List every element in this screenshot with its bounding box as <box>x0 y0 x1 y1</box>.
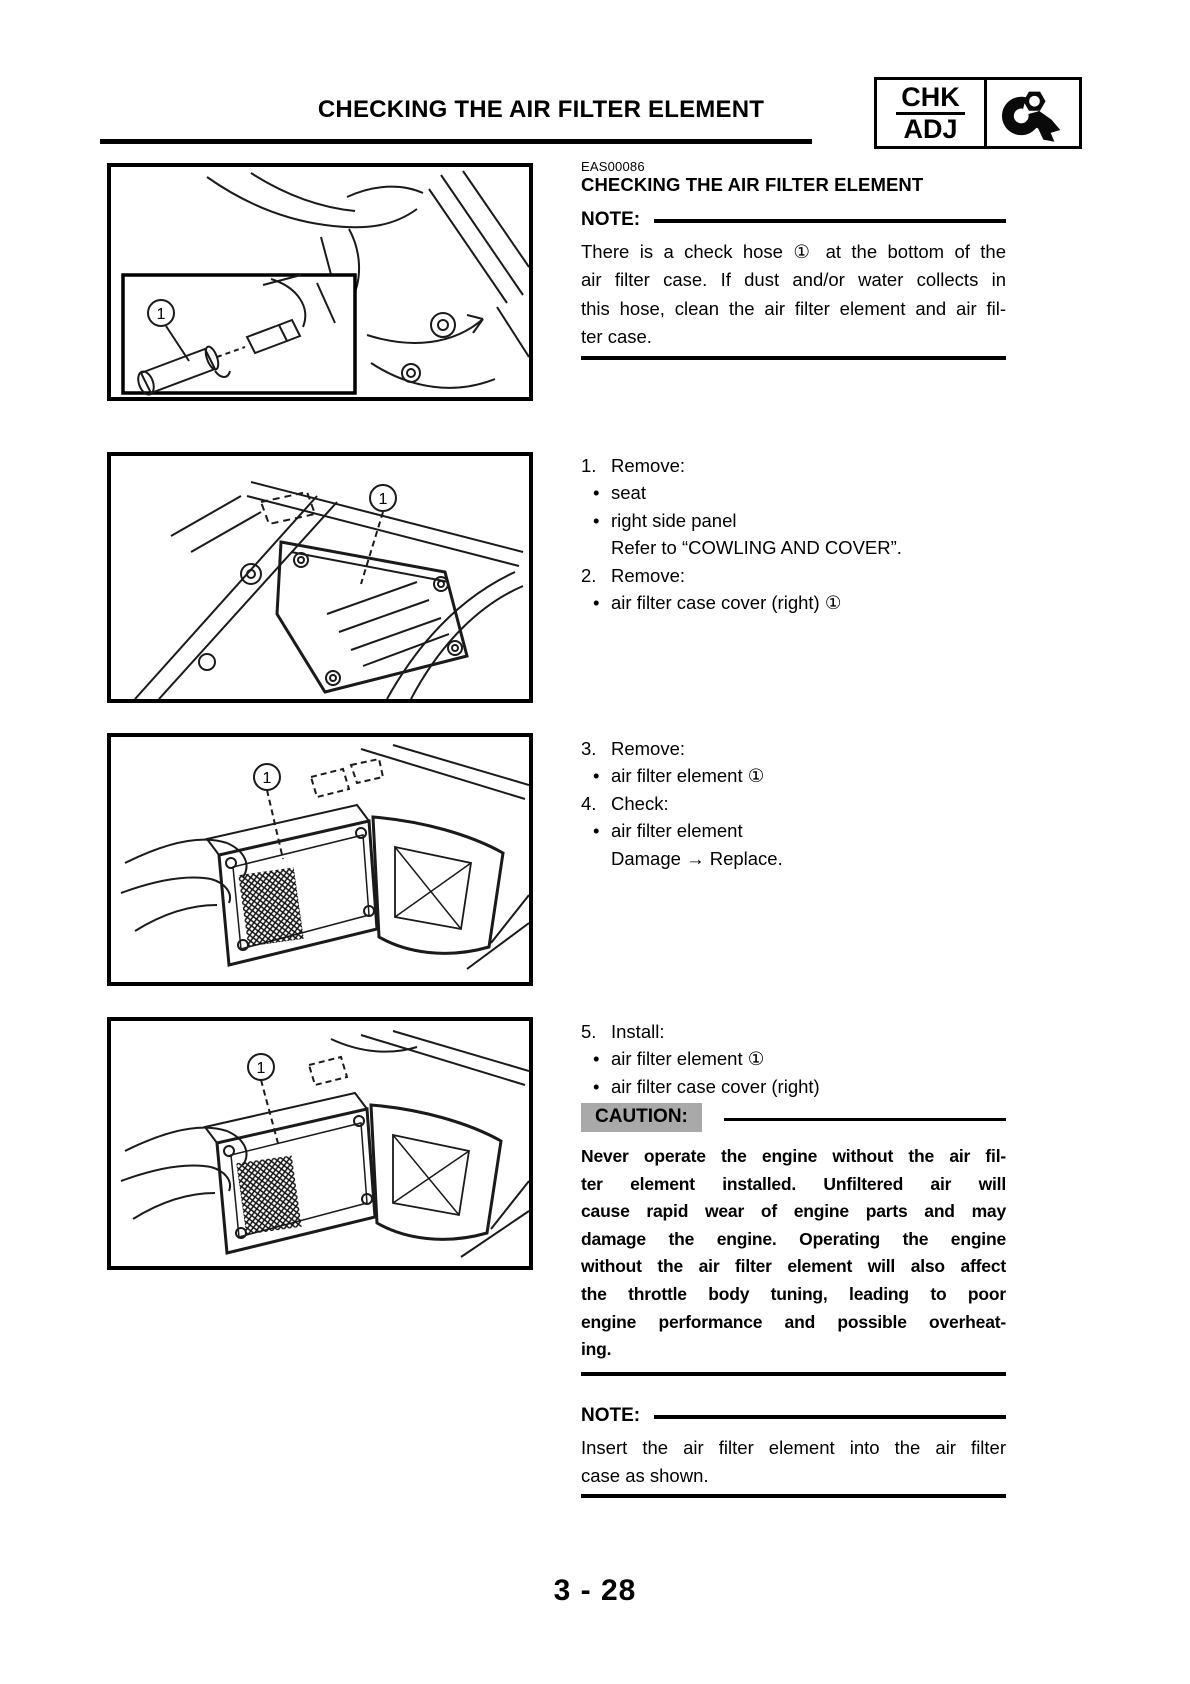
badge-adj-label: ADJ <box>903 113 958 144</box>
step-text: Remove: <box>611 564 686 586</box>
callout-1 <box>248 1054 274 1080</box>
note-2-end-rule <box>581 1494 1006 1498</box>
caution-text <box>581 1143 1006 1364</box>
caution-header <box>581 1103 1006 1132</box>
note-label: NOTE: <box>581 209 641 230</box>
note-1-header <box>581 209 1006 231</box>
wrench-nut-icon-art <box>995 82 1071 144</box>
note-2-header <box>581 1405 1006 1427</box>
steps-remove-check-element <box>581 735 1006 872</box>
bullet-marker: • <box>593 820 600 842</box>
steps-install-element <box>581 1018 1006 1100</box>
caution-end-rule <box>581 1372 1006 1376</box>
caution-line: the throttle body tuning, leading to poor <box>581 1283 1006 1304</box>
step-text: Check: <box>611 792 669 814</box>
step-number: 4. <box>581 792 597 814</box>
bullet-marker: • <box>593 1048 600 1070</box>
note-2-text <box>581 1434 1006 1491</box>
result-text: Damage → Replace. <box>611 847 783 869</box>
bullet-marker: • <box>593 482 600 504</box>
figure-case-cover-illustration <box>111 456 529 699</box>
section-code: EAS00086 <box>581 159 645 174</box>
note-rule <box>654 219 1006 223</box>
step-number: 2. <box>581 564 597 586</box>
caution-line: without the air filter element will also affect <box>581 1256 1006 1277</box>
note-2-line: case as shown. <box>581 1465 709 1487</box>
note-rule <box>654 1415 1006 1419</box>
svg-text:1: 1 <box>262 770 272 787</box>
bullet-text: air filter case cover (right) <box>611 1075 820 1097</box>
note-label: NOTE: <box>581 1405 641 1426</box>
wrench-nut-icon <box>987 80 1079 146</box>
caution-line: ter element installed. Unfiltered air will <box>581 1173 1006 1194</box>
figure-check-hose <box>107 163 533 401</box>
reference-text: Refer to “COWLING AND COVER”. <box>611 537 902 559</box>
page-title: CHECKING THE AIR FILTER ELEMENT <box>317 96 765 123</box>
caution-label: CAUTION: <box>581 1103 702 1132</box>
note-1-line: There is a check hose ① at the bottom of the <box>581 241 1006 262</box>
note-1-line: ter case. <box>581 326 652 348</box>
header-rule <box>100 139 812 144</box>
step-text: Install: <box>611 1021 665 1042</box>
figure-element-remove-illustration <box>111 737 529 982</box>
figure-case-cover <box>107 452 533 703</box>
figure-element-remove <box>107 733 533 986</box>
page-number: 3 - 28 <box>553 1574 637 1607</box>
note-1-line: air filter case. If dust and/or water collects in <box>581 269 1006 291</box>
note-1-line: this hose, clean the air filter element and air fil- <box>581 297 1006 319</box>
bullet-text: air filter element ① <box>611 765 765 787</box>
step-text: Remove: <box>611 455 686 476</box>
bullet-marker: • <box>593 765 600 787</box>
note-2-line: Insert the air filter element into the air filter <box>581 1437 1006 1458</box>
svg-text:1: 1 <box>256 1060 266 1077</box>
bullet-text: right side panel <box>611 509 737 531</box>
badge-chk-label: CHK <box>896 83 965 115</box>
caution-line: ing. <box>581 1339 612 1360</box>
caution-rule <box>724 1118 1006 1122</box>
callout-1 <box>148 300 174 326</box>
bullet-marker: • <box>593 592 600 614</box>
bullet-text: seat <box>611 482 646 504</box>
svg-text:1: 1 <box>156 306 166 323</box>
caution-line: Never operate the engine without the air fil- <box>581 1146 1006 1166</box>
bullet-text: air filter element ① <box>611 1048 765 1070</box>
section-title: CHECKING THE AIR FILTER ELEMENT <box>581 174 924 195</box>
step-text: Remove: <box>611 738 686 759</box>
chapter-badge-labels <box>877 80 987 146</box>
caution-line: damage the engine. Operating the engine <box>581 1228 1006 1249</box>
svg-text:1: 1 <box>378 491 388 508</box>
bullet-marker: • <box>593 1075 600 1097</box>
note-1-text <box>581 238 1006 352</box>
step-number: 1. <box>581 455 597 476</box>
bullet-text: air filter case cover (right) ① <box>611 592 842 614</box>
step-number: 3. <box>581 738 597 759</box>
figure-element-install <box>107 1017 533 1270</box>
figure-element-install-illustration <box>111 1021 529 1266</box>
figure-check-hose-illustration <box>111 167 529 397</box>
note-1-end-rule <box>581 356 1006 360</box>
caution-line: cause rapid wear of engine parts and may <box>581 1201 1006 1222</box>
caution-line: engine performance and possible overheat- <box>581 1311 1006 1332</box>
bullet-marker: • <box>593 509 600 531</box>
bullet-text: air filter element <box>611 820 743 842</box>
callout-1 <box>254 764 280 790</box>
chapter-badge <box>874 77 1082 149</box>
step-number: 5. <box>581 1021 597 1042</box>
callout-1 <box>370 485 396 511</box>
steps-remove-cover <box>581 452 1006 616</box>
